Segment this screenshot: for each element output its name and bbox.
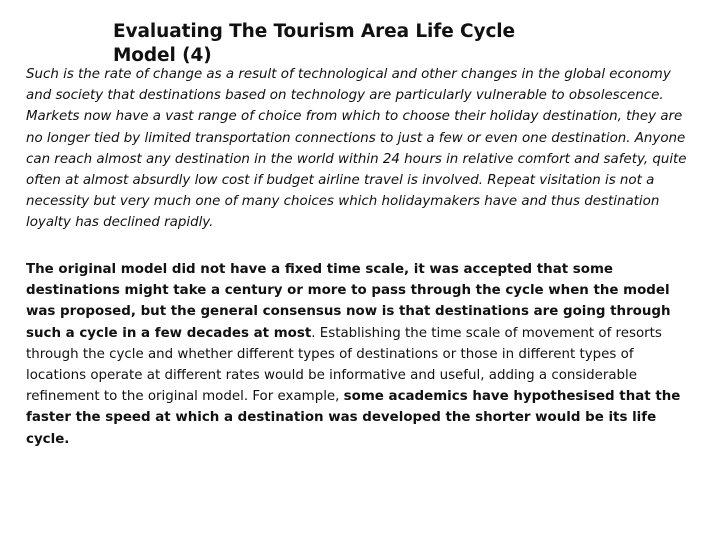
emphasis-hypothesis: some academics have hypothesised that the faster the speed at which a destination was developed the shorter would be its life cycle. xyxy=(26,389,681,447)
slide-title: Evaluating The Tourism Area Life Cycle Model (4) xyxy=(113,21,515,66)
paragraph-time-scale xyxy=(26,259,694,450)
emphasis-time-scale: The original model did not have a fixed time scale, it was accepted that some destinations might take a century or more to pass through the cycle when the model was proposed, but the general consensus now is that destinations are going through such a cycle in a few decades at most xyxy=(26,262,671,341)
paragraph-time-scale-middle: . Establishing the time scale of movement of resorts through the cycle and whether different types of destinations or those in different types of locations operate at different rates would be informative and useful, adding a considerable refinement to the original model. For example, xyxy=(26,325,662,405)
paragraph-obsolescence: Such is the rate of change as a result of technological and other changes in the global economy and society that destinations based on technology are particularly vulnerable to obsolescence. Markets now have a vast range of choice from which to choose their holiday destination, they are no longer tied by limited transportation connections to just a few or even one destination. Anyone can reach almost any destination in the world within 24 hours in relative comfort and safety, quite often at almost absurdly low cost if budget airline travel is involved. Repeat visitation is not a necessity but very much one of many choices which holidaymakers have and thus destination loyalty has declined rapidly. xyxy=(26,67,687,231)
